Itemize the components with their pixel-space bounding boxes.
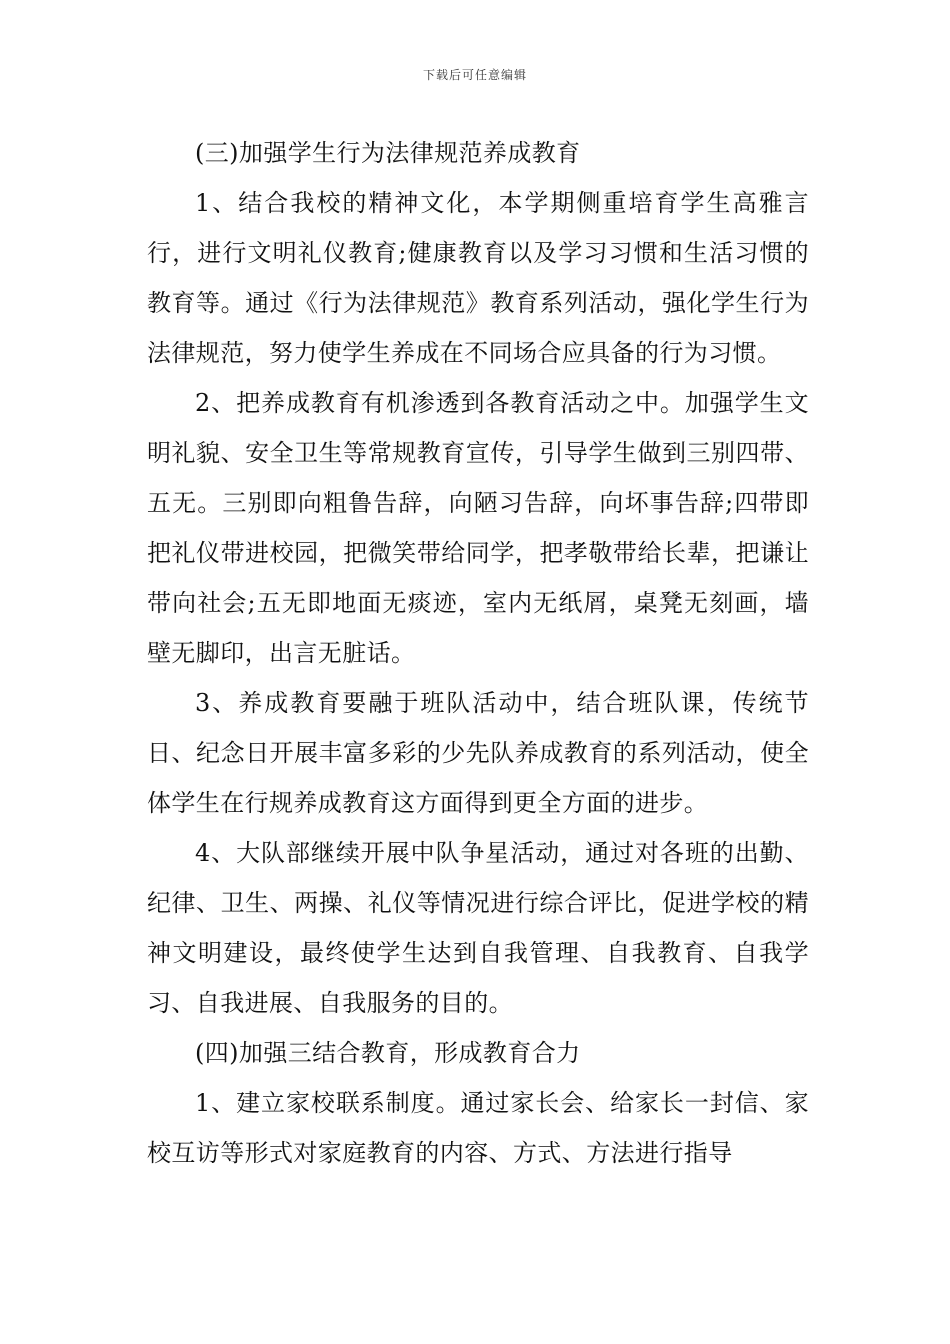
- section-heading-3: (三)加强学生行为法律规范养成教育: [195, 139, 581, 167]
- document-body: [147, 128, 809, 1178]
- section-heading-4: (四)加强三结合教育，形成教育合力: [195, 1039, 581, 1067]
- paragraph-item-4: 4、大队部继续开展中队争星活动，通过对各班的出勤、纪律、卫生、两操、礼仪等情况进行综合评比，促进学校的精神文明建设，最终使学生达到自我管理、自我教育、自我学习、自我进展、自我服务的目的。: [147, 839, 809, 1017]
- paragraph-item-3: 3、养成教育要融于班队活动中，结合班队课，传统节日、纪念日开展丰富多彩的少先队养成教育的系列活动，使全体学生在行规养成教育这方面得到更全方面的进步。: [147, 689, 809, 817]
- paragraph-item-2: 2、把养成教育有机渗透到各教育活动之中。加强学生文明礼貌、安全卫生等常规教育宣传，引导学生做到三别四带、五无。三别即向粗鲁告辞，向陋习告辞，向坏事告辞;四带即把礼仪带进校园，把微笑带给同学，把孝敬带给长辈，把谦让带向社会;五无即地面无痰迹，室内无纸屑，桌凳无刻画，墙壁无脚印，出言无脏话。: [147, 389, 809, 667]
- paragraph-item-5: 1、建立家校联系制度。通过家长会、给家长一封信、家校互访等形式对家庭教育的内容、方式、方法进行指导: [147, 1089, 809, 1167]
- header-note: 下载后可任意编辑: [422, 68, 527, 82]
- paragraph-item-1: 1、结合我校的精神文化，本学期侧重培育学生高雅言行，进行文明礼仪教育;健康教育以及学习习惯和生活习惯的教育等。通过《行为法律规范》教育系列活动，强化学生行为法律规范，努力使学生养成在不同场合应具备的行为习惯。: [147, 189, 809, 367]
